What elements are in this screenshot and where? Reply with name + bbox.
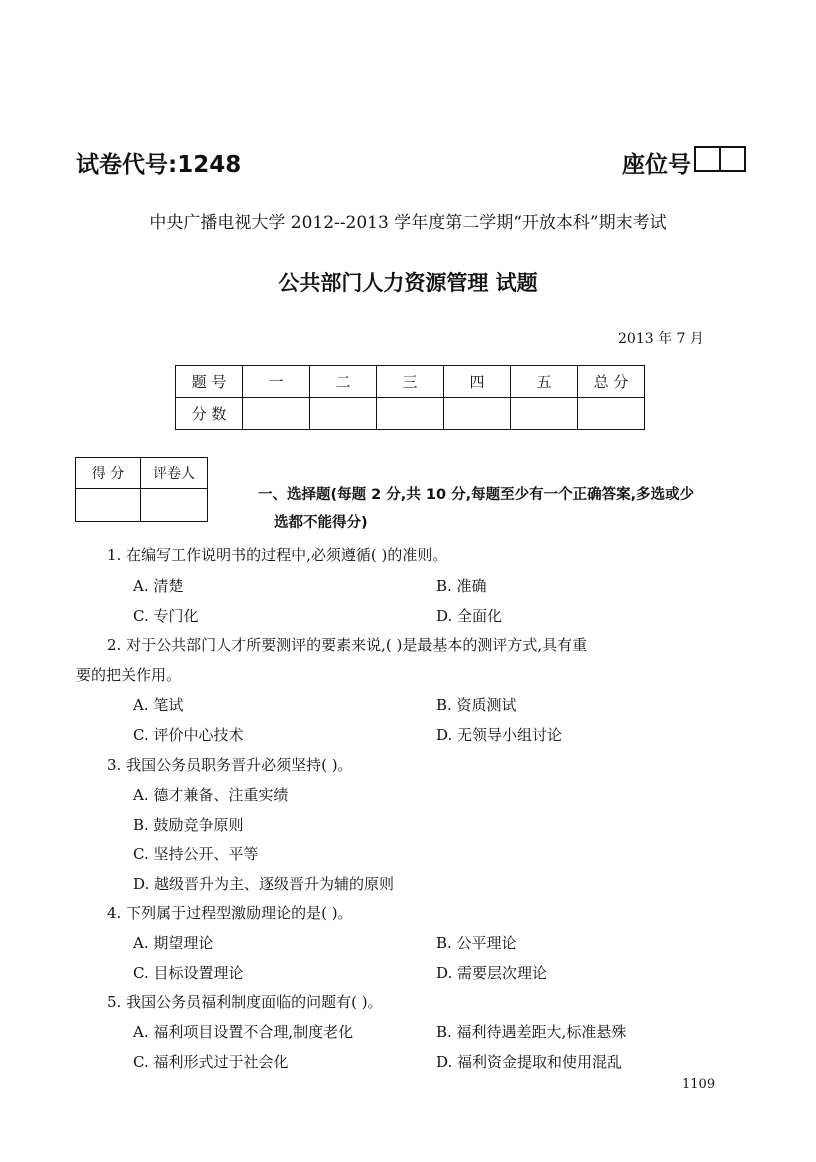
question-2-stem-continued: 要的把关作用。: [76, 666, 182, 684]
question-2-option-a: A. 笔试: [133, 696, 184, 714]
score-header-cell: 二: [310, 366, 377, 398]
section-heading-line1: 一、选择题(每题 2 分,共 10 分,每题至少有一个正确答案,多选或少: [258, 487, 695, 503]
score-cell: [310, 398, 377, 430]
question-1-stem: 1. 在编写工作说明书的过程中,必须遵循( )的准则。: [107, 546, 448, 564]
question-5-option-b: B. 福利待遇差距大,标准悬殊: [436, 1023, 627, 1041]
seat-number-box: [694, 146, 746, 172]
question-4-option-d: D. 需要层次理论: [436, 964, 548, 982]
score-table-header-row: [176, 366, 645, 398]
score-cell: [243, 398, 310, 430]
score-cell: [511, 398, 578, 430]
score-header-cell: 五: [511, 366, 578, 398]
section-heading-line2: 选都不能得分): [274, 515, 368, 531]
score-table: [175, 365, 645, 430]
question-5-option-c: C. 福利形式过于社会化: [133, 1053, 289, 1071]
grader-score-label: 得 分: [76, 458, 141, 489]
score-header-cell: 一: [243, 366, 310, 398]
question-3-stem: 3. 我国公务员职务晋升必须坚持( )。: [107, 756, 353, 774]
grader-name-label: 评卷人: [141, 458, 208, 489]
question-2-stem: 2. 对于公共部门人才所要测评的要素来说,( )是最基本的测评方式,具有重: [107, 636, 588, 654]
section-heading: [258, 481, 758, 537]
question-2-option-b: B. 资质测试: [436, 696, 517, 714]
question-4-stem: 4. 下列属于过程型激励理论的是( )。: [107, 904, 353, 922]
question-5-stem: 5. 我国公务员福利制度面临的问题有( )。: [107, 993, 383, 1011]
question-5-option-d: D. 福利资金提取和使用混乱: [436, 1053, 623, 1071]
question-1-option-c: C. 专门化: [133, 607, 199, 625]
question-1-option-d: D. 全面化: [436, 607, 503, 625]
score-cell: [377, 398, 444, 430]
score-table-score-row: [176, 398, 645, 430]
exam-date: 2013 年 7 月: [618, 331, 704, 347]
exam-title: 公共部门人力资源管理 试题: [278, 271, 538, 295]
question-1-option-a: A. 清楚: [133, 577, 184, 595]
seat-number-label: 座位号: [622, 152, 691, 178]
score-cell: [444, 398, 511, 430]
paper-code: 试卷代号:1248: [76, 152, 242, 178]
question-4-option-c: C. 目标设置理论: [133, 964, 244, 982]
question-1-option-b: B. 准确: [436, 577, 487, 595]
score-header-cell: 三: [377, 366, 444, 398]
grader-table: [75, 457, 208, 522]
question-2-option-d: D. 无领导小组讨论: [436, 726, 563, 744]
question-2-option-c: C. 评价中心技术: [133, 726, 244, 744]
question-4-option-a: A. 期望理论: [133, 934, 214, 952]
score-cell: [578, 398, 645, 430]
score-header-cell: 题 号: [176, 366, 243, 398]
score-header-cell: 四: [444, 366, 511, 398]
score-header-cell: 总 分: [578, 366, 645, 398]
question-5-option-a: A. 福利项目设置不合理,制度老化: [133, 1023, 354, 1041]
score-row-label: 分 数: [176, 398, 243, 430]
question-3-option-b: B. 鼓励竞争原则: [133, 816, 244, 834]
grader-score-cell: [76, 489, 141, 522]
page-number: 1109: [682, 1077, 716, 1092]
question-3-option-c: C. 坚持公开、平等: [133, 845, 259, 863]
grader-name-cell: [141, 489, 208, 522]
question-4-option-b: B. 公平理论: [436, 934, 517, 952]
university-line: 中央广播电视大学 2012--2013 学年度第二学期“开放本科”期末考试: [149, 213, 667, 233]
question-3-option-a: A. 德才兼备、注重实绩: [133, 786, 289, 804]
question-3-option-d: D. 越级晋升为主、逐级晋升为辅的原则: [133, 875, 395, 893]
